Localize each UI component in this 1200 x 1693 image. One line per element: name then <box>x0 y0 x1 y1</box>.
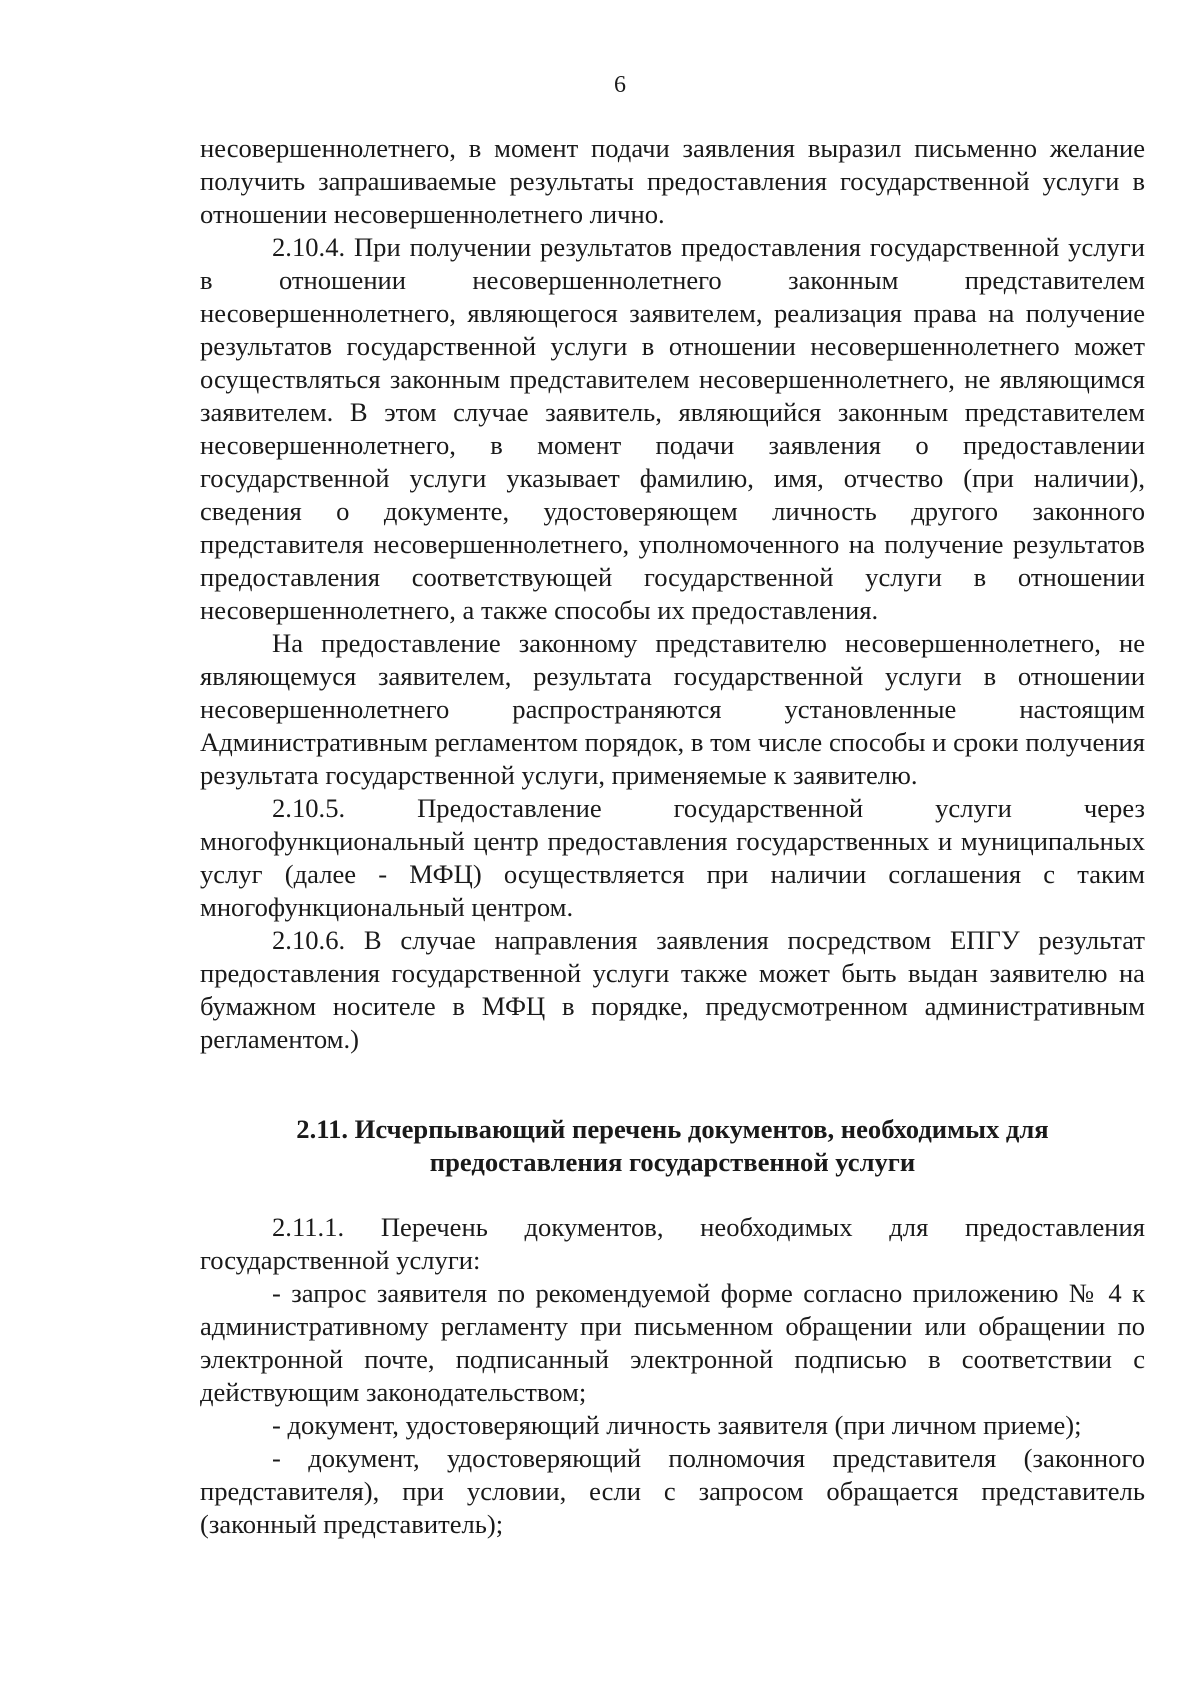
body-text-bottom <box>200 1211 1145 1541</box>
page-number: 6 <box>614 72 626 98</box>
paragraph-2-10-6: 2.10.6. В случае направления заявления посредством ЕПГУ результат предоставления государственной услуги также может быть выдан заявителю на бумажном носителе в МФЦ в порядке, предусмотренном административным регламентом.) <box>200 925 1145 1054</box>
paragraph: На предоставление законному представителю несовершеннолетнего, не являющемуся заявителем, результата государственной услуги в отношении несовершеннолетнего распространяются установленные настоящим Административным регламентом порядок, в том числе способы и сроки получения результата государственной услуги, применяемые к заявителю. <box>200 628 1145 790</box>
body-text-top <box>200 132 1145 1056</box>
paragraph: несовершеннолетнего, в момент подачи заявления выразил письменно желание получить запрашиваемые результаты предоставления государственной услуги в отношении несовершеннолетнего лично. <box>200 133 1145 229</box>
paragraph-2-10-4: 2.10.4. При получении результатов предоставления государственной услуги в отношении несовершеннолетнего законным представителем несовершеннолетнего, являющегося заявителем, реализация права на получение результатов государственной услуги в отношении несовершеннолетнего может осуществляться законным представителем несовершеннолетнего, не являющимся заявителем. В этом случае заявитель, являющийся законным представителем несовершеннолетнего, в момент подачи заявления о предоставлении государственной услуги указывает фамилию, имя, отчество (при наличии), сведения о документе, удостоверяющем личность другого законного представителя несовершеннолетнего, уполномоченного на получение результатов предоставления соответствующей государственной услуги в отношении несовершеннолетнего, а также способы их предоставления. <box>200 232 1145 625</box>
paragraph-2-10-5: 2.10.5. Предоставление государственной услуги через многофункциональный центр предоставления государственных и муниципальных услуг (далее - МФЦ) осуществляется при наличии соглашения с таким многофункциональный центром. <box>200 793 1145 922</box>
list-item: - запрос заявителя по рекомендуемой форме согласно приложению № 4 к административному регламенту при письменном обращении или обращении по электронной почте, подписанный электронной подписью в соответствии с действующим законодательством; <box>200 1278 1145 1407</box>
list-item: - документ, удостоверяющий личность заявителя (при личном приеме); <box>272 1410 1082 1440</box>
section-heading-2-11: 2.11. Исчерпывающий перечень документов, необходимых для предоставления государственной услуги <box>296 1114 1049 1177</box>
list-item: - документ, удостоверяющий полномочия представителя (законного представителя), при условии, если с запросом обращается представитель (законный представитель); <box>200 1443 1145 1539</box>
paragraph-2-11-1: 2.11.1. Перечень документов, необходимых для предоставления государственной услуги: <box>200 1212 1145 1275</box>
